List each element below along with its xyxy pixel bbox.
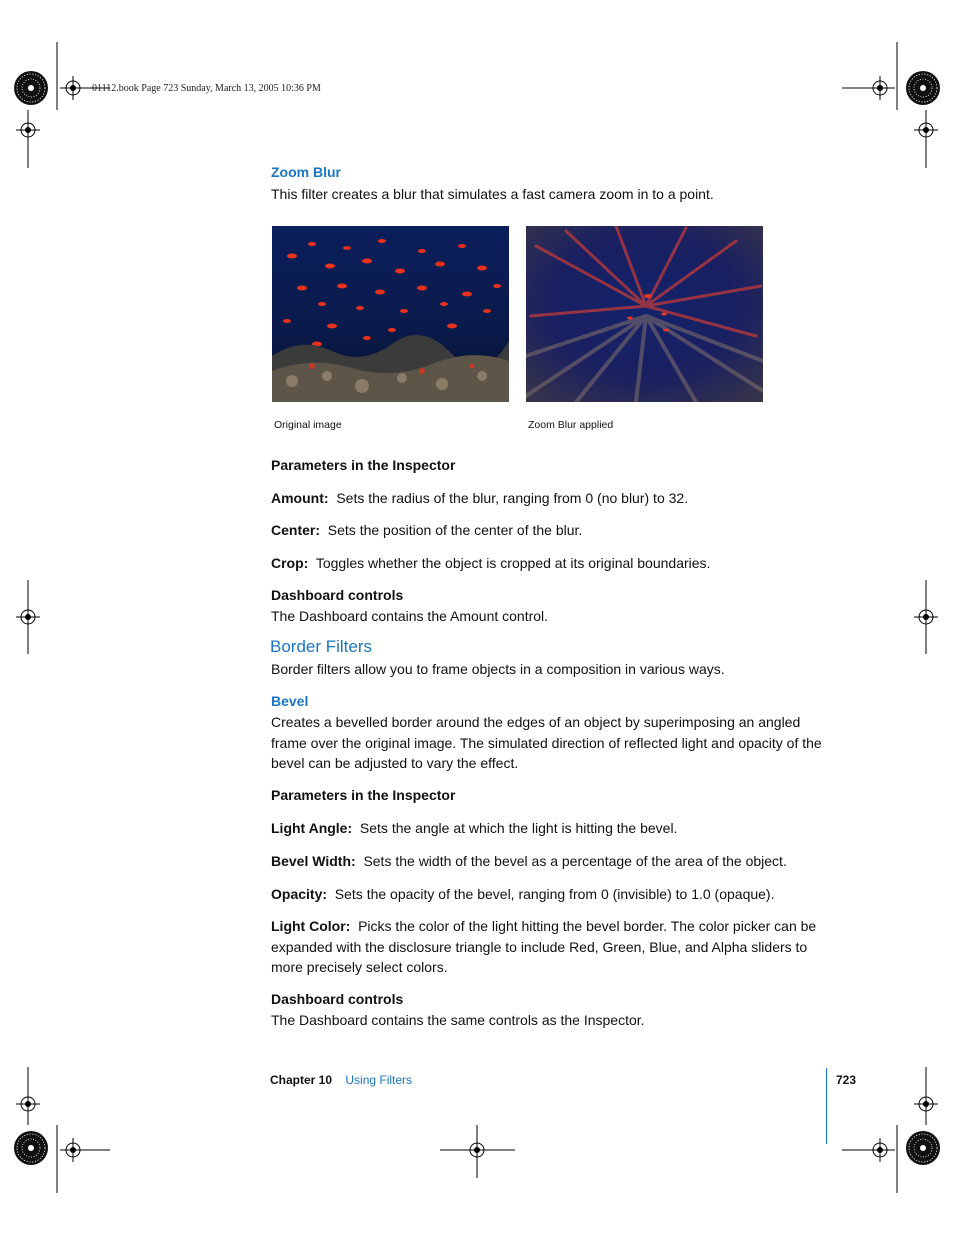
- param-light-angle: [271, 818, 831, 839]
- chapter-label: Chapter 10: [270, 1073, 333, 1087]
- param-text: Sets the radius of the blur, ranging from 0 (no blur) to 32.: [336, 490, 689, 506]
- chapter-title-link[interactable]: Using Filters: [345, 1073, 413, 1087]
- border-filters-intro: Border filters allow you to frame objects in a composition in various ways.: [271, 661, 725, 677]
- bevel-dashboard-heading: Dashboard controls: [271, 991, 404, 1007]
- zoom-blur-heading: Zoom Blur: [271, 164, 341, 180]
- bevel-description: Creates a bevelled border around the edges of an object by superimposing an angled frame over the original image. The simulated direction of reflected light and opacity of the bevel can be adjusted to vary the effect.: [271, 714, 822, 771]
- param-amount: [271, 488, 831, 509]
- bevel-heading: Bevel: [271, 693, 309, 709]
- border-filters-heading: Border Filters: [270, 637, 373, 656]
- param-term: Amount:: [271, 490, 329, 506]
- footer-chapter: [270, 1073, 412, 1087]
- bevel-params-heading: Parameters in the Inspector: [271, 787, 456, 803]
- param-crop: [271, 553, 831, 574]
- caption-zoom-blur-applied: Zoom Blur applied: [528, 419, 614, 431]
- param-term: Light Color:: [271, 918, 351, 934]
- zoom-blur-dashboard-heading: Dashboard controls: [271, 587, 404, 603]
- param-term: Center:: [271, 522, 321, 538]
- zoom-blur-params-heading: Parameters in the Inspector: [271, 457, 456, 473]
- param-text: Sets the width of the bevel as a percentage of the area of the object.: [363, 853, 787, 869]
- print-slug-line: 01112.book Page 723 Sunday, March 13, 2005 10:36 PM: [92, 83, 321, 94]
- param-center: [271, 520, 831, 541]
- param-term: Bevel Width:: [271, 853, 356, 869]
- param-text: Sets the position of the center of the blur.: [327, 522, 583, 538]
- param-opacity: [271, 884, 831, 905]
- caption-original-image: Original image: [274, 419, 342, 431]
- param-bevel-width: [271, 851, 831, 872]
- param-light-color: [271, 916, 826, 978]
- original-image: [272, 226, 509, 402]
- zoom-blur-intro: This filter creates a blur that simulates a fast camera zoom in to a point.: [271, 186, 714, 202]
- param-text: Picks the color of the light hitting the bevel border. The color picker can be expanded with the disclosure triangle to include Red, Green, Blue, and Alpha sliders to more precisely select colors.: [271, 918, 817, 975]
- bevel-dashboard-text: The Dashboard contains the same controls as the Inspector.: [271, 1012, 645, 1028]
- param-term: Light Angle:: [271, 820, 353, 836]
- zoom-blur-applied-image: [526, 226, 763, 402]
- param-text: Sets the opacity of the bevel, ranging from 0 (invisible) to 1.0 (opaque).: [334, 886, 775, 902]
- param-term: Crop:: [271, 555, 309, 571]
- param-term: Opacity:: [271, 886, 328, 902]
- footer-divider: [826, 1068, 827, 1144]
- page-number: 723: [836, 1073, 857, 1087]
- zoom-blur-dashboard-text: The Dashboard contains the Amount control.: [271, 608, 549, 624]
- param-text: Sets the angle at which the light is hitting the bevel.: [359, 820, 678, 836]
- param-text: Toggles whether the object is cropped at its original boundaries.: [315, 555, 711, 571]
